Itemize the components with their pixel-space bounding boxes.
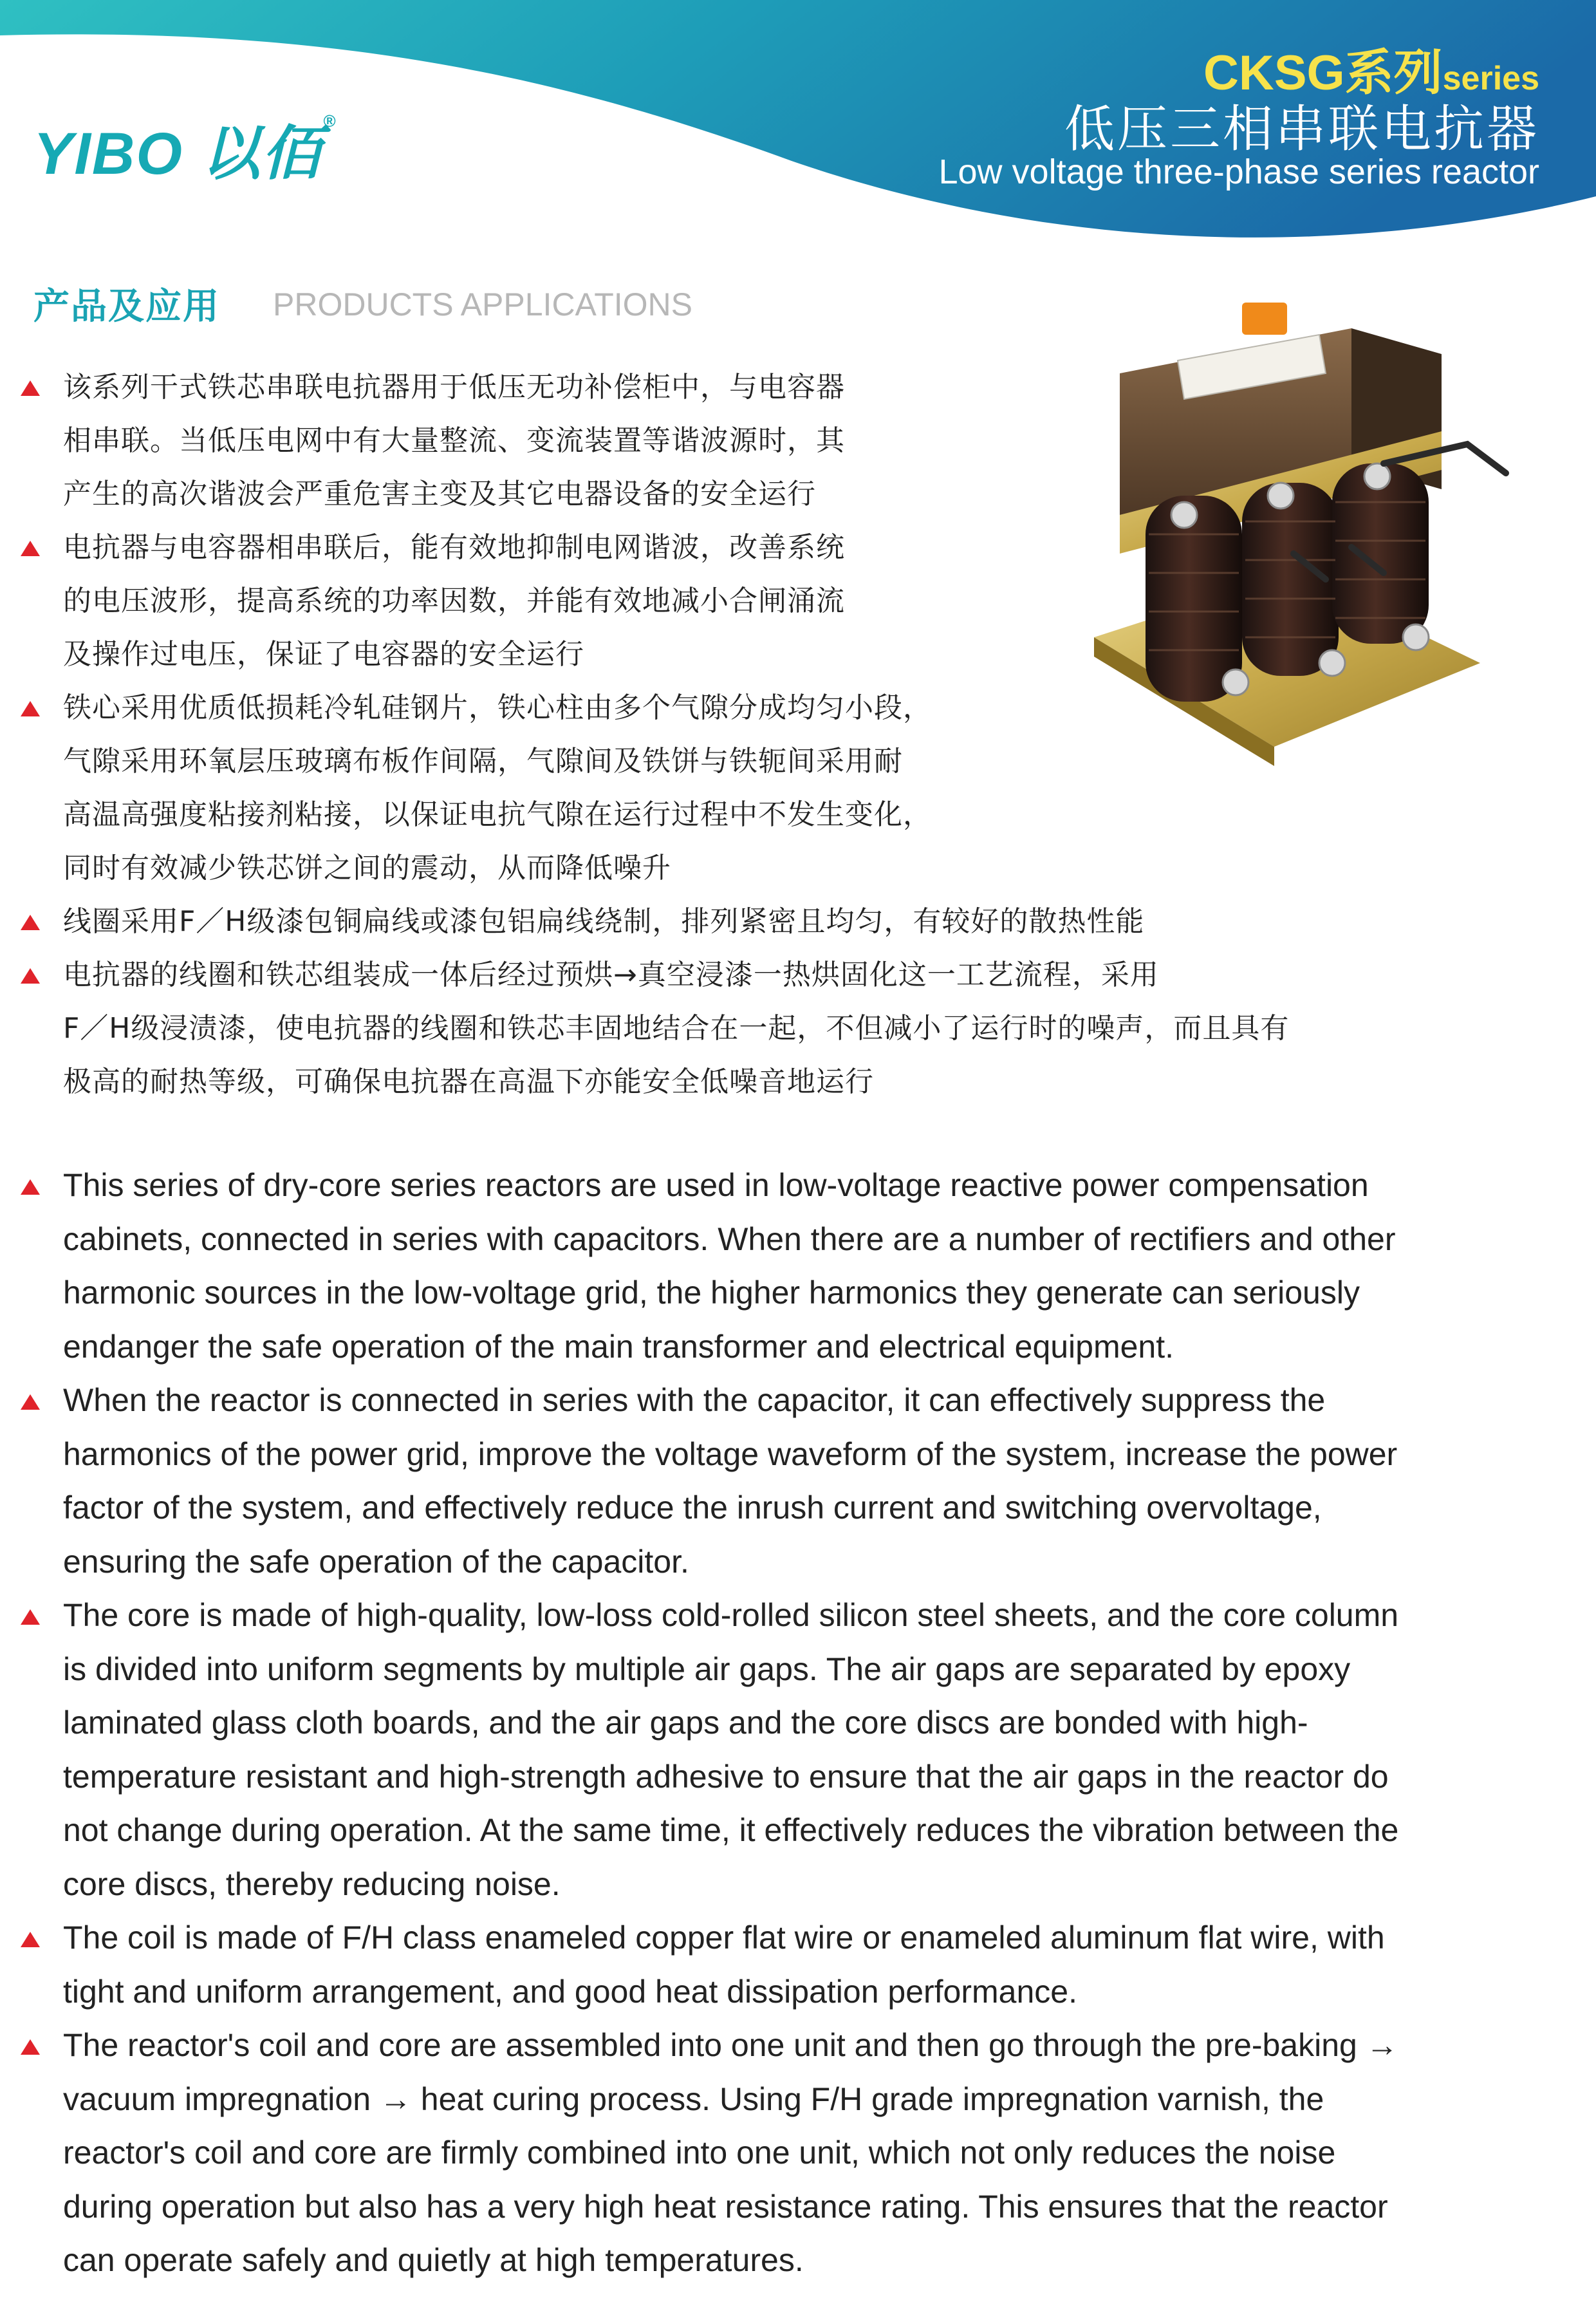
- en-line: endanger the safe operation of the main transformer and electrical equipment.: [63, 1328, 1174, 1365]
- cn-line: 气隙采用环氧层压玻璃布板作间隔，气隙间及铁饼与铁轭间采用耐: [63, 745, 903, 778]
- en-line: harmonic sources in the low-voltage grid, the higher harmonics they generate can seriously: [63, 1275, 1360, 1311]
- cn-line: 同时有效减少铁芯饼之间的震动，从而降低噪升: [63, 852, 671, 884]
- cn-line: 铁心采用优质低损耗冷轧硅钢片，铁心柱由多个气隙分成均匀小段，: [63, 691, 932, 724]
- en-line: This series of dry-core series reactors are used in low-voltage reactive power compensation: [63, 1167, 1369, 1203]
- en-line: The reactor's coil and core are assembled into one unit and then go through the pre-baking →: [63, 2027, 1398, 2063]
- triangle-bullet-icon: [21, 380, 40, 396]
- cn-list-item: [63, 948, 1289, 1108]
- en-line: cabinets, connected in series with capacitors. When there are a number of rectifiers and other: [63, 1220, 1396, 1257]
- product-title-cn: 低压三相串联电抗器: [1064, 100, 1539, 158]
- en-list-item: [63, 2019, 1569, 2288]
- brand-logo: [33, 106, 337, 191]
- cn-line: F／H级浸渍漆，使电抗器的线圈和铁芯丰固地结合在一起，不但减小了运行时的噪声，而且具有: [63, 1012, 1290, 1045]
- cn-list-item: [63, 895, 1144, 948]
- cn-line: 及操作过电压，保证了电容器的安全运行: [63, 638, 584, 671]
- section-title-en: PRODUCTS APPLICATIONS: [273, 286, 692, 323]
- en-list-item: [63, 1159, 1569, 1374]
- cn-line: 产生的高次谐波会严重危害主变及其它电器设备的安全运行: [63, 478, 816, 510]
- en-line: vacuum impregnation → heat curing process. Using F/H grade impregnation varnish, the: [63, 2080, 1324, 2117]
- triangle-bullet-icon: [21, 968, 40, 984]
- triangle-bullet-icon: [21, 2039, 40, 2055]
- en-list-item: [63, 1374, 1569, 1589]
- series-suffix: series: [1442, 60, 1539, 97]
- triangle-bullet-icon: [21, 1932, 40, 1947]
- en-line: The coil is made of F/H class enameled copper flat wire or enameled aluminum flat wire, with: [63, 1920, 1385, 1956]
- triangle-bullet-icon: [21, 1609, 40, 1625]
- en-list-item: [63, 1589, 1569, 1911]
- en-line: can operate safely and quietly at high temperatures.: [63, 2242, 804, 2278]
- cn-line: 相串联。当低压电网中有大量整流、变流装置等谐波源时，其: [63, 424, 845, 457]
- cn-list-item: [63, 360, 845, 521]
- reactor-product-image: [1081, 303, 1570, 798]
- en-line: core discs, thereby reducing noise.: [63, 1865, 561, 1902]
- en-list-item: [63, 1911, 1569, 2019]
- series-code: CKSG系列: [1203, 46, 1443, 100]
- cn-line: 电抗器与电容器相串联后，能有效地抑制电网谐波，改善系统: [63, 531, 845, 564]
- cn-list-item: [63, 521, 845, 681]
- cn-line: 高温高强度粘接剂粘接，以保证电抗气隙在运行过程中不发生变化，: [63, 798, 932, 831]
- en-line: reactor's coil and core are firmly combined into one unit, which not only reduces the noise: [63, 2135, 1336, 2171]
- en-line: harmonics of the power grid, improve the voltage waveform of the system, increase the power: [63, 1435, 1398, 1472]
- triangle-bullet-icon: [21, 701, 40, 716]
- en-line: not change during operation. At the same time, it effectively reduces the vibration between the: [63, 1812, 1399, 1848]
- cn-line: 该系列干式铁芯串联电抗器用于低压无功补偿柜中，与电容器: [63, 371, 845, 404]
- registered-mark: ®: [323, 111, 337, 131]
- en-line: ensuring the safe operation of the capacitor.: [63, 1543, 689, 1580]
- cn-line: 极高的耐热等级，可确保电抗器在高温下亦能安全低噪音地运行: [63, 1065, 874, 1098]
- en-line: temperature resistant and high-strength adhesive to ensure that the air gaps in the reactor do: [63, 1758, 1389, 1795]
- triangle-bullet-icon: [21, 1394, 40, 1410]
- en-line: tight and uniform arrangement, and good heat dissipation performance.: [63, 1973, 1077, 2010]
- section-title-cn: 产品及应用: [33, 286, 220, 328]
- product-title-en: Low voltage three-phase series reactor: [938, 153, 1539, 191]
- triangle-bullet-icon: [21, 541, 40, 556]
- triangle-bullet-icon: [21, 915, 40, 930]
- en-line: factor of the system, and effectively reduce the inrush current and switching overvoltage,: [63, 1490, 1322, 1526]
- en-line: The core is made of high-quality, low-loss cold-rolled silicon steel sheets, and the core column: [63, 1597, 1399, 1633]
- cn-line: 线圈采用F／H级漆包铜扁线或漆包铝扁线绕制，排列紧密且均匀，有较好的散热性能: [63, 905, 1145, 938]
- en-line: laminated glass cloth boards, and the air gaps and the core discs are bonded with high-: [63, 1705, 1308, 1741]
- cn-line: 的电压波形，提高系统的功率因数，并能有效地减小合闸涌流: [63, 584, 845, 617]
- cn-line: 电抗器的线圈和铁芯组装成一体后经过预烘→真空浸漆一热烘固化这一工艺流程，采用: [63, 958, 1159, 991]
- en-line: When the reactor is connected in series with the capacitor, it can effectively suppress the: [63, 1382, 1326, 1418]
- en-line: during operation but also has a very high heat resistance rating. This ensures that the reactor: [63, 2188, 1388, 2225]
- en-line: is divided into uniform segments by multiple air gaps. The air gaps are separated by epoxy: [63, 1650, 1351, 1687]
- cn-list-item: [63, 681, 932, 895]
- triangle-bullet-icon: [21, 1179, 40, 1195]
- logo-text: YIBO 以佰: [33, 121, 322, 187]
